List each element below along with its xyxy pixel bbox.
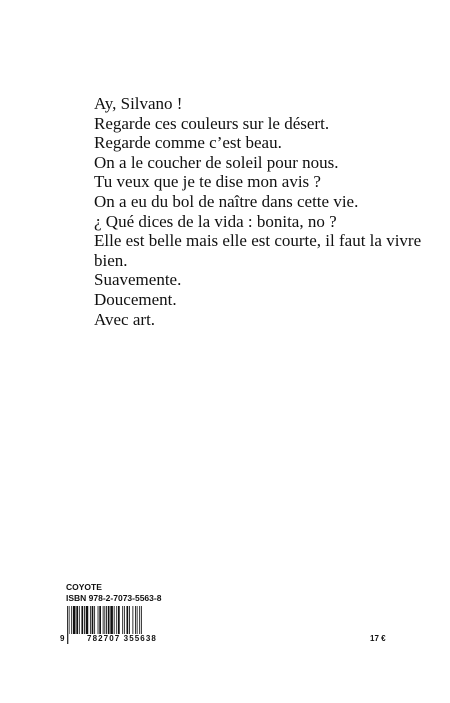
- barcode-digits: 782707 355638: [69, 634, 175, 644]
- poem-line: Ay, Silvano !: [94, 94, 183, 113]
- imprint-block: [66, 582, 161, 604]
- poem-line: Avec art.: [94, 309, 156, 329]
- poem-line: ¿ Qué dices de la vida : bonita, no ?: [94, 211, 337, 231]
- isbn-text: ISBN 978-2-7073-5563-8: [66, 593, 162, 603]
- poem-line: Elle est belle mais elle est courte, il faut la vivre bien.: [94, 231, 422, 270]
- poem-line: Regarde comme c’est beau.: [94, 133, 282, 153]
- price-label: 17 €: [370, 634, 386, 643]
- collection-name: COYOTE: [66, 582, 102, 592]
- poem-line: On a eu du bol de naître dans cette vie.: [94, 191, 359, 211]
- back-cover-poem: [94, 94, 424, 329]
- poem-line: Tu veux que je te dise mon avis ?: [94, 172, 321, 192]
- poem-line: Regarde ces couleurs sur le désert.: [94, 113, 330, 133]
- poem-line: Suavemente.: [94, 270, 182, 290]
- poem-line: Doucement.: [94, 289, 177, 309]
- poem-line: On a le coucher de soleil pour nous.: [94, 152, 339, 172]
- barcode: [60, 606, 176, 646]
- barcode-lead-digit: 9: [60, 634, 65, 643]
